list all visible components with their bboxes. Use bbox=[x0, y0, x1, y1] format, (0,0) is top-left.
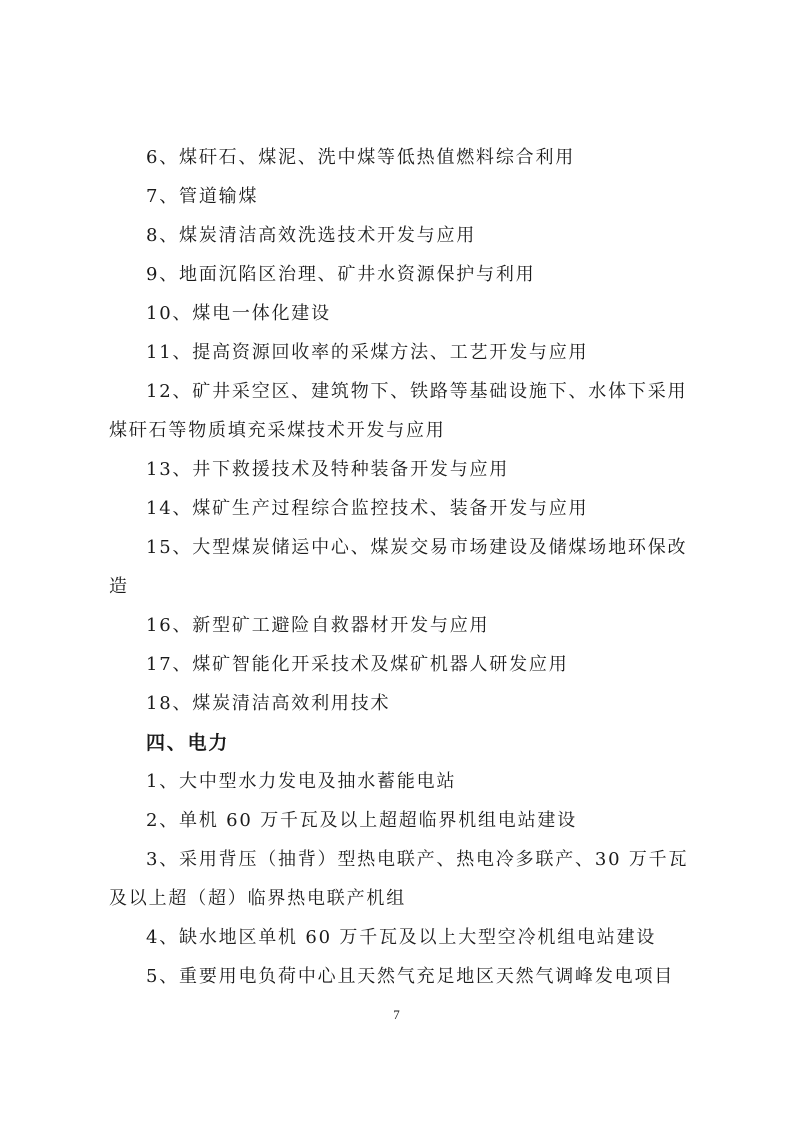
list-item-continuation: 煤矸石等物质填充采煤技术开发与应用 bbox=[109, 420, 446, 441]
list-item: 18、煤炭清洁高效利用技术 bbox=[146, 693, 391, 714]
list-item: 9、地面沉陷区治理、矿井水资源保护与利用 bbox=[146, 264, 536, 285]
list-item: 14、煤矿生产过程综合监控技术、装备开发与应用 bbox=[146, 498, 589, 519]
list-item: 7、管道输煤 bbox=[146, 186, 259, 207]
list-item: 17、煤矿智能化开采技术及煤矿机器人研发应用 bbox=[146, 654, 569, 675]
section-heading: 四、电力 bbox=[146, 732, 230, 754]
list-item: 8、煤炭清洁高效洗选技术开发与应用 bbox=[146, 225, 477, 246]
list-item: 10、煤电一体化建设 bbox=[146, 303, 331, 324]
list-item: 11、提高资源回收率的采煤方法、工艺开发与应用 bbox=[146, 342, 589, 363]
page-number: 7 bbox=[393, 1007, 400, 1022]
list-item: 1、大中型水力发电及抽水蓄能电站 bbox=[146, 771, 457, 792]
list-item: 2、单机 60 万千瓦及以上超超临界机组电站建设 bbox=[146, 810, 577, 831]
list-item-continuation: 造 bbox=[109, 576, 129, 597]
list-item: 5、重要用电负荷中心且天然气充足地区天然气调峰发电项目 bbox=[146, 966, 675, 987]
list-item: 13、井下救援技术及特种装备开发与应用 bbox=[146, 459, 510, 480]
list-item: 12、矿井采空区、建筑物下、铁路等基础设施下、水体下采用 bbox=[146, 381, 688, 402]
list-item: 16、新型矿工避险自救器材开发与应用 bbox=[146, 615, 490, 636]
list-item: 15、大型煤炭储运中心、煤炭交易市场建设及储煤场地环保改 bbox=[146, 537, 688, 558]
list-item-continuation: 及以上超（超）临界热电联产机组 bbox=[109, 888, 406, 909]
list-item: 6、煤矸石、煤泥、洗中煤等低热值燃料综合利用 bbox=[146, 147, 576, 168]
list-item: 4、缺水地区单机 60 万千瓦及以上大型空冷机组电站建设 bbox=[146, 927, 657, 948]
list-item: 3、采用背压（抽背）型热电联产、热电冷多联产、30 万千瓦 bbox=[146, 849, 689, 870]
